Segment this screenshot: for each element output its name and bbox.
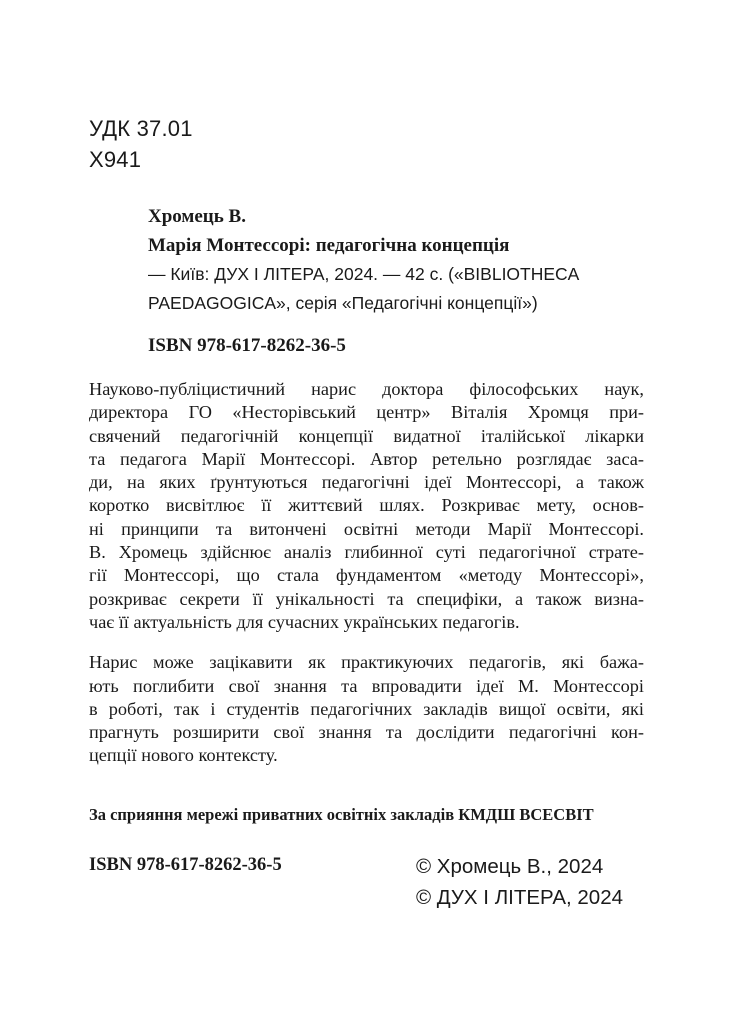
- publication-info-line-2: PAEDAGOGICA», серія «Педагогічні концепції»): [148, 293, 538, 313]
- abstract-paragraph-1: [89, 378, 644, 634]
- abstract-line: коротко висвітлює її життєвий шлях. Розкриває мету, основ-: [89, 495, 644, 516]
- abstract-line: Науково-публіцистичний нарис доктора філософських наук,: [89, 379, 644, 399]
- support-line: За сприяння мережі приватних освітніх закладів КМДШ ВСЕСВІТ: [89, 805, 594, 824]
- abstract-line: В. Хромець здійснює аналіз глибинної суті педагогічної страте-: [89, 542, 644, 563]
- abstract: [89, 378, 644, 768]
- abstract-line: прагнуть розширити свої знання та дослідити педагогічні кон-: [89, 722, 644, 743]
- udk-block: [89, 113, 193, 175]
- abstract-line: та педагога Марії Монтессорі. Автор ретельно розглядає заса-: [89, 448, 644, 469]
- udk-code: УДК 37.01: [89, 116, 193, 141]
- abstract-line: гії Монтессорі, що стала фундаментом «методу Монтессорі»,: [89, 565, 644, 586]
- abstract-line: Нарис може зацікавити як практикуючих педагогів, які бажа-: [89, 652, 644, 673]
- footer-isbn: ISBN 978-617-8262-36-5: [89, 855, 282, 875]
- abstract-line: ди, на яких ґрунтуються педагогічні ідеї Монтессорі, а також: [89, 472, 644, 493]
- bibliographic-record: [148, 202, 644, 360]
- abstract-paragraph-2: [89, 651, 644, 767]
- abstract-line: ні принципи та витончені освітні методи Марії Монтессорі.: [89, 518, 644, 539]
- abstract-line: директора ГО «Несторівський центр» Віталія Хромця при-: [89, 402, 644, 423]
- abstract-line: ють поглибити свої знання та впровадити ідеї М. Монтессорі: [89, 675, 644, 696]
- record-isbn: ISBN 978-617-8262-36-5: [148, 335, 346, 356]
- abstract-line: цепції нового контексту.: [89, 745, 278, 766]
- abstract-line: свячений педагогічній концепції видатної італійської лікарки: [89, 425, 644, 446]
- book-title: Марія Монтессорі: педагогічна концепція: [148, 235, 510, 256]
- author-mark: Х941: [89, 147, 142, 172]
- abstract-line: в роботі, так і студентів педагогічних закладів вищої освіти, які: [89, 698, 644, 719]
- copyright-author: © Хромець В., 2024: [416, 855, 604, 878]
- copyright-block: [416, 851, 623, 913]
- publication-info-line-1: — Київ: ДУХ І ЛІТЕРА, 2024. — 42 с. («BIBLIOTHECA: [148, 264, 580, 284]
- abstract-line: розкриває секрети її унікальності та специфіки, а також визна-: [89, 588, 644, 609]
- copyright-publisher: © ДУХ І ЛІТЕРА, 2024: [416, 886, 624, 909]
- abstract-line: чає її актуальність для сучасних українських педагогів.: [89, 611, 520, 632]
- book-author: Хромець В.: [148, 206, 246, 227]
